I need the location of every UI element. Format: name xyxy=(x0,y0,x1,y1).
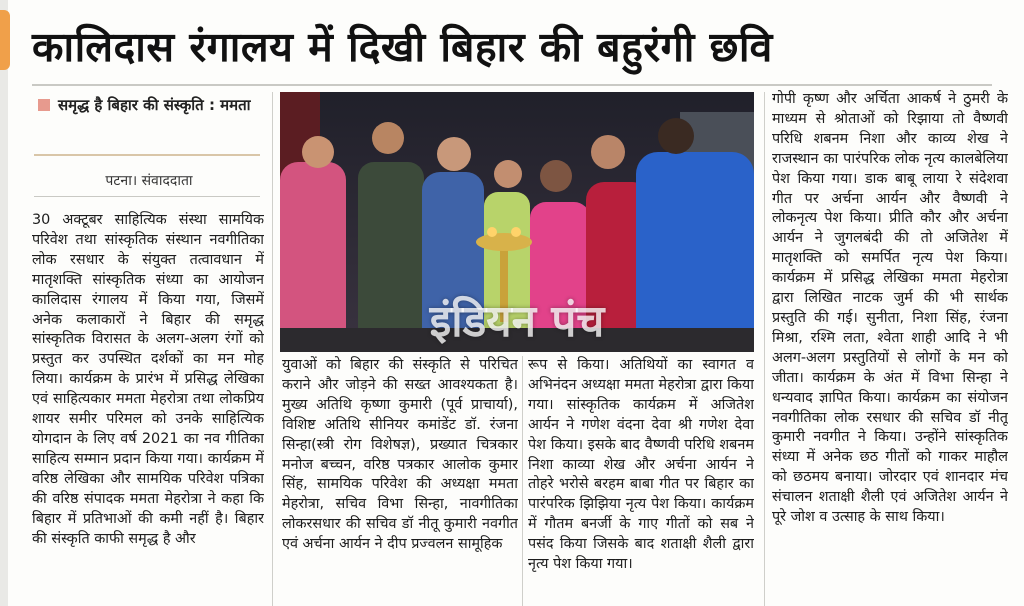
page-edge-tab xyxy=(0,10,10,70)
article-column-2: युवाओं को बिहार की संस्कृति से परिचित कराने और जोड़ने की सख्त आवश्यकता है। मुख्य अतिथि कृष्णा कुमारी (पूर्व प्राचार्या), विशिष्ट अतिथि सीनियर कमांडेंट डॉ. रंजना सिन्हा(स्त्री रोग विशेषज्ञ), प्रख्यात चित्रकार मनोज बच्चन, वरिष्ठ पत्रकार आलोक कुमार सिंह, सामयिक परिवेश की अध्यक्षा ममता मेहरोत्रा, सचिव विभा सिन्हा, नावगीतिका लोकरसधार की सचिव डॉ नीतू कुमारी नवगीत एवं अर्चना आर्यन ने दीप प्रज्वलन सामूहिक xyxy=(282,357,518,553)
column-divider-2 xyxy=(522,356,523,606)
article-column-1: 30 अक्टूबर साहित्यिक संस्था सामयिक परिवेश तथा सांस्कृतिक संस्थान नवगीतिका लोक रसधार के संयुक्त तत्वावधान में मातृशक्ति सांस्कृतिक संध्या का आयोजन कालिदास रंगालय में किया गया, जिसमें अनेक कलाकारों ने बिहार की समृद्ध सांस्कृतिक विरासत के अलग-अलग रंगों को प्रस्तुत कर उपस्थित दर्शकों का मन मोह लिया। कार्यक्रम के प्रारंभ में प्रसिद्ध लेखिका एवं साहित्यकार ममता मेहरोत्रा तथा लोकप्रिय शायर समीर परिमल को उनके साहित्यिक योगदान के लिए वर्ष 2021 का नव गीतिका साहित्य सम्मान प्रदान किया गया। कार्यक्रम में वरिष्ठ लेखिका और सामयिक परिवेश पत्रिका की वरिष्ठ संपादक ममता मेहरोत्रा ने कहा कि बिहार में प्रतिभाओं की कमी नहीं है। बिहार की संस्कृति काफी समृद्ध है और xyxy=(32,212,264,547)
headline: कालिदास रंगालय में दिखी बिहार की बहुरंगी छवि xyxy=(32,23,773,71)
dateline: पटना। संवाददाता xyxy=(105,173,193,189)
column-divider-3 xyxy=(764,92,765,606)
column-divider-1 xyxy=(272,92,273,606)
headline-rule xyxy=(32,84,992,86)
sub-heading xyxy=(38,94,260,116)
dateline-rule xyxy=(34,196,260,197)
sub-heading-rule xyxy=(34,154,260,156)
page-edge xyxy=(0,0,8,606)
event-photo-illustration xyxy=(280,92,754,352)
article-column-4: गोपी कृष्ण और अर्चिता आकर्ष ने ठुमरी के माध्यम से श्रोताओं को रिझाया तो वैष्णवी परिधि शबनम निशा और काव्य शेख ने राजस्थान का पारंपरिक लोक नृत्य कालबेलिया पेश किया गया। डाक बाबू लाया रे संदेशवा गीत पर अर्चना आर्यन और वैष्णवी ने लोकनृत्य पेश किया। प्रीति कौर और अर्चना आर्यन ने जुगलबंदी की तो अजितेश में मातृशक्ति को समर्पित नृत्य पेश किया। कार्यक्रम में प्रसिद्ध लेखिका ममता मेहरोत्रा द्वारा लिखित नाटक जुर्म की भी सार्थक प्रस्तुति की गई। सुनीता, निशा सिंह, रंजना मिश्रा, रश्मि लता, श्वेता शाही आदि ने भी अलग-अलग प्रस्तुतियों से लोगों के मन को जीता। कार्यक्रम के अंत में विभा सिन्हा ने धन्यवाद ज्ञापित किया। कार्यक्रम का संयोजन नवगीतिका लोक रसधार की सचिव डॉ नीतू कुमारी नवगीत ने किया। उन्होंने सांस्कृतिक संध्या में अनेक छठ गीतों को गाकर माहौल को छठमय बनाया। जोरदार एवं शानदार मंच संचालन शताक्षी शैली एवं अजितेश आर्यन ने पूरे जोश व उत्साह के साथ किया। xyxy=(772,91,1008,526)
bullet-square-icon xyxy=(38,99,50,111)
sub-heading-text: समृद्ध है बिहार की संस्कृति : ममता xyxy=(58,96,251,114)
photo-watermark: इंडियन पंच xyxy=(429,296,605,347)
event-photo xyxy=(280,92,754,352)
article-column-3: रूप से किया। अतिथियों का स्वागत व अभिनंदन अध्यक्षा ममता मेहरोत्रा द्वारा किया गया। सांस्कृतिक कार्यक्रम में अजितेश आर्यन ने गणेश वंदना देवा श्री गणेश देवा पेश किया। इसके बाद वैष्णवी परिधि शबनम निशा काव्या शेख और अर्चना आर्यन ने तोहरे भरोसे बरहम बाबा गीत पर बिहार का पारंपरिक झिझिया नृत्य पेश किया। कार्यक्रम में गौतम बनर्जी के गाए गीतों को सब ने पसंद किया जिसके बाद शताक्षी शैली द्वारा नृत्य पेश किया गया। xyxy=(528,357,754,573)
